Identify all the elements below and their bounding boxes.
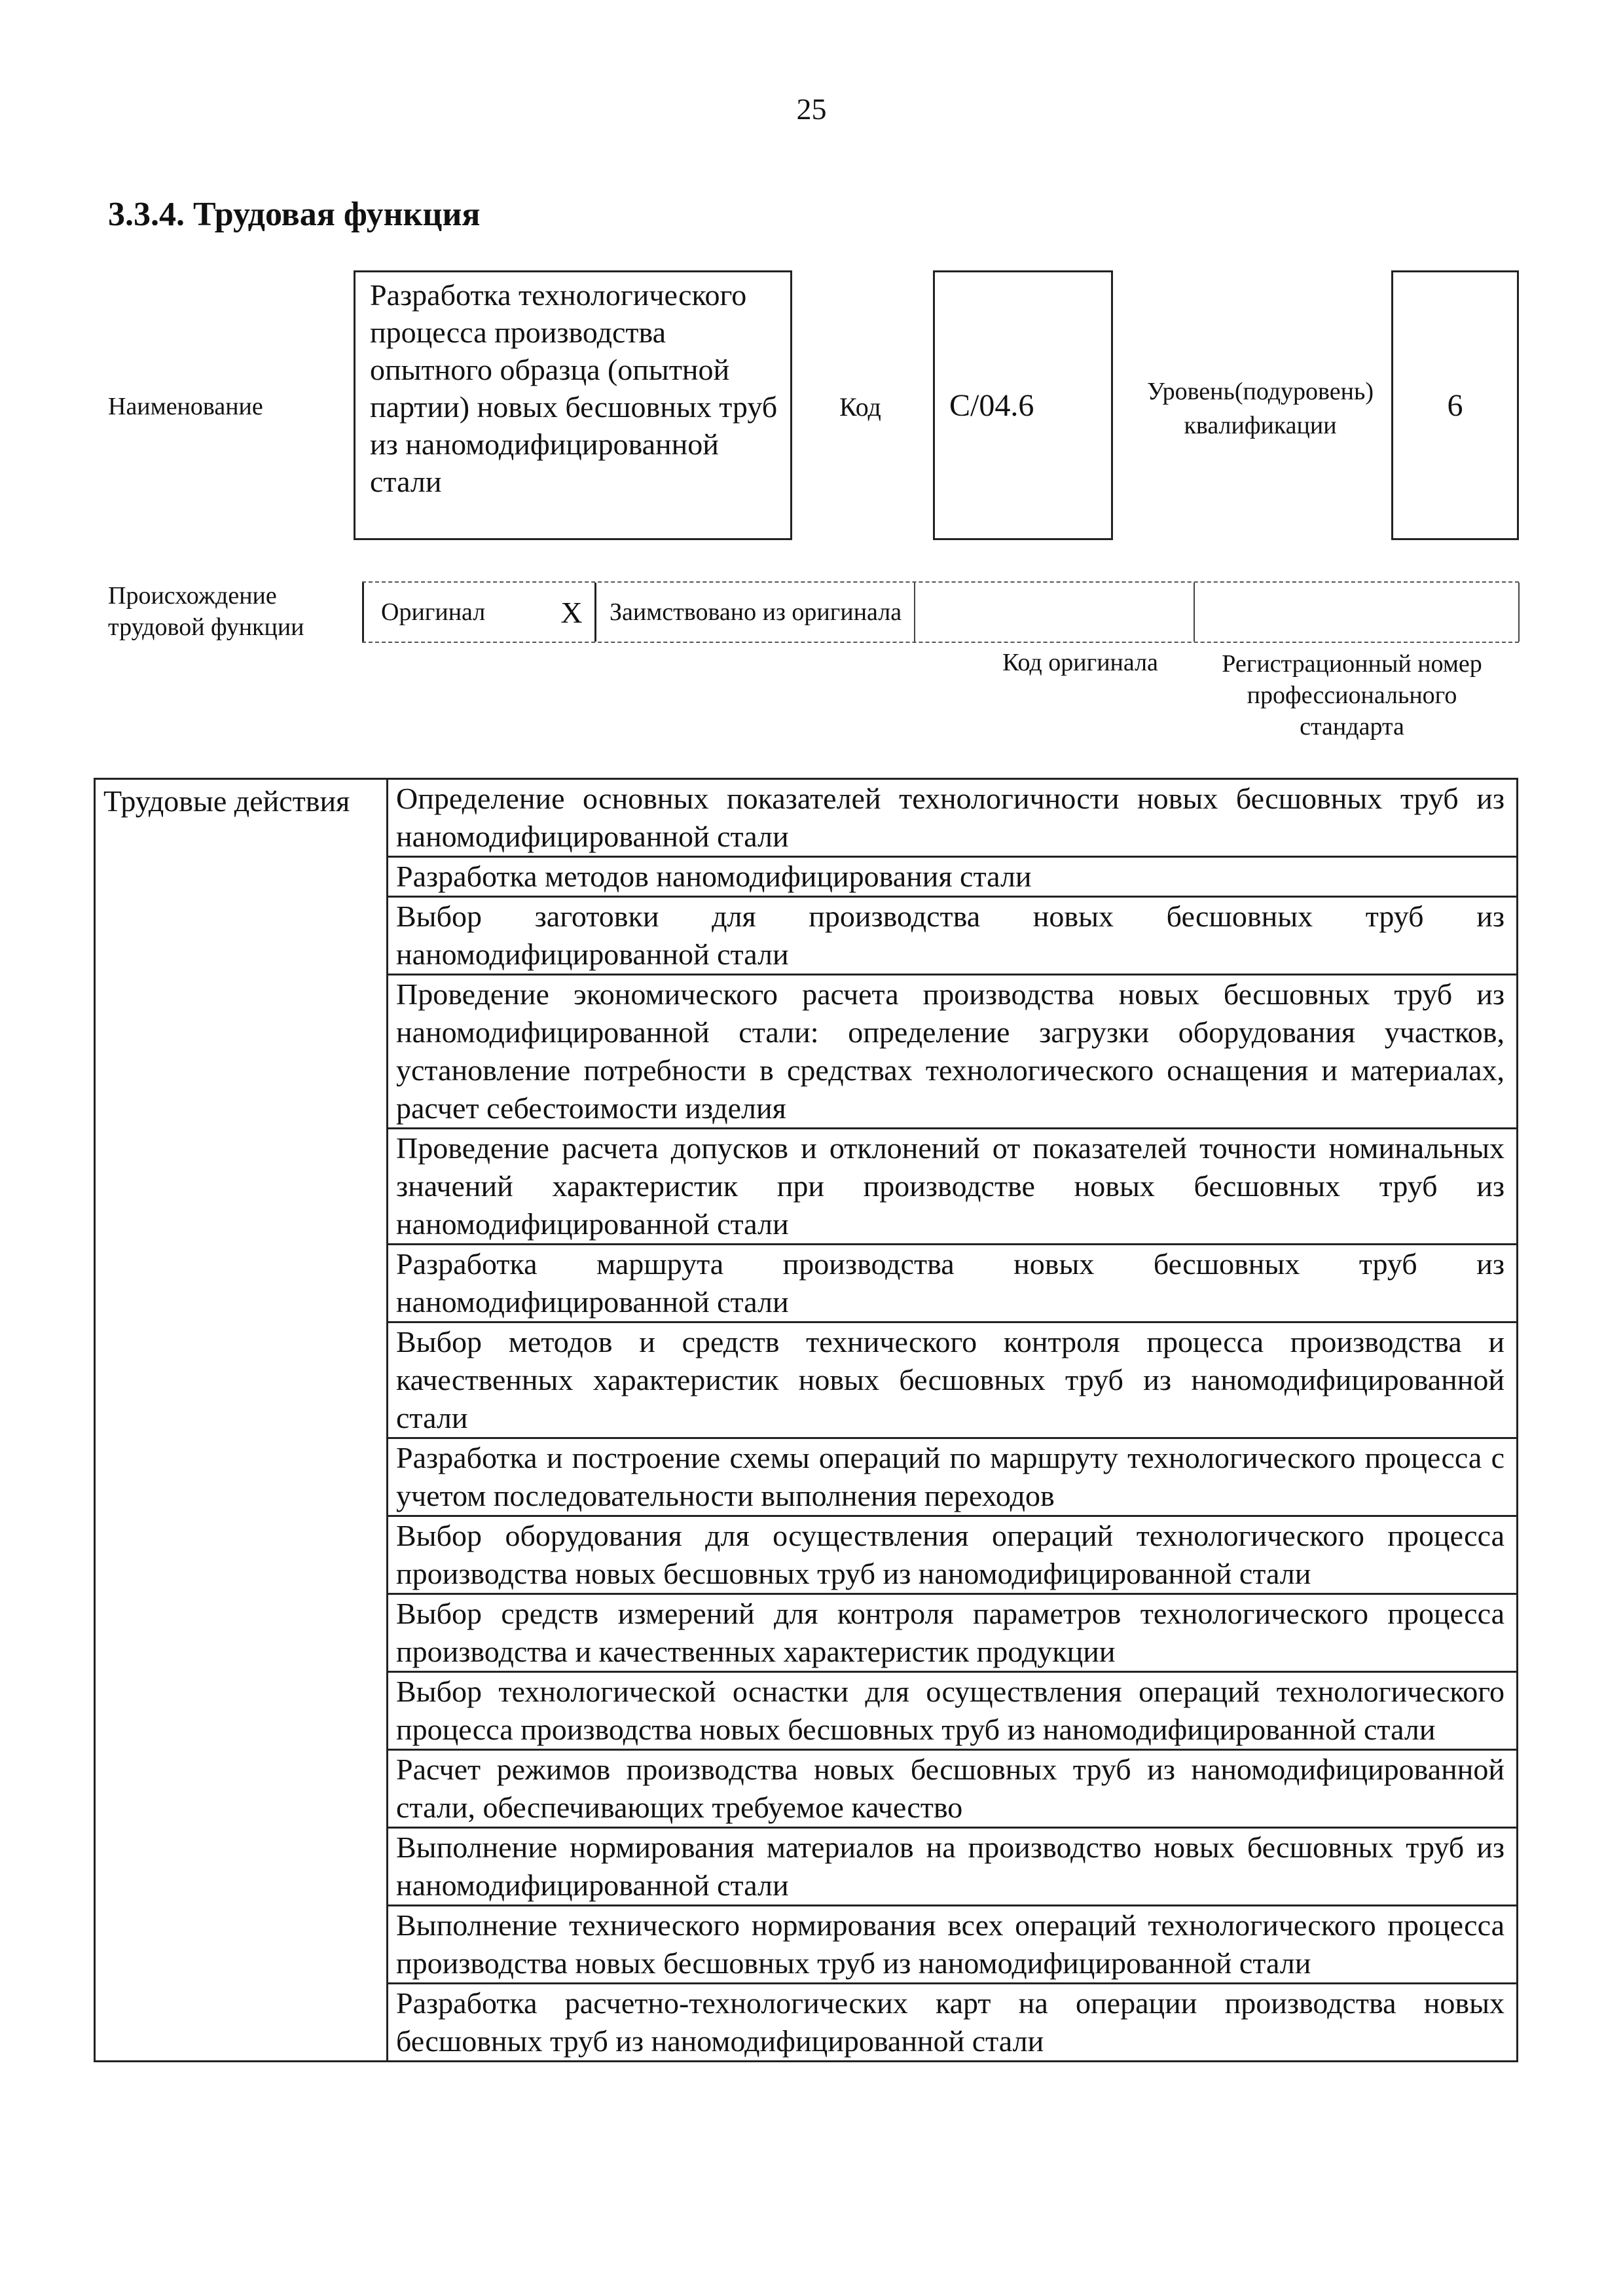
name-label: Наименование [108, 393, 263, 420]
labor-actions-table [94, 778, 1518, 2062]
origin-row [362, 581, 1519, 643]
function-name-box [354, 270, 792, 540]
action-item: Разработка методов наномодифицирования стали [388, 857, 1518, 897]
action-item: Определение основных показателей технологичности новых бесшовных труб из наномодифицированной стали [388, 779, 1518, 857]
action-item: Проведение расчета допусков и отклонений от показателей точности номинальных значений характеристик при производстве новых бесшовных труб из наномодифицированной стали [388, 1129, 1518, 1245]
level-box [1391, 270, 1519, 540]
action-item: Разработка расчетно-технологических карт на операции производства новых бесшовных труб из наномодифицированной стали [388, 1984, 1518, 2062]
origin-code-cell [1194, 583, 1195, 642]
action-item: Выполнение технического нормирования всех операций технологического процесса производства новых бесшовных труб из наномодифицированной стали [388, 1906, 1518, 1984]
section-title: 3.3.4. Трудовая функция [108, 196, 481, 233]
origin-reg-cell [1518, 583, 1520, 642]
origin-label: Происхождение трудовой функции [108, 582, 304, 641]
original-code-label: Код оригинала [1002, 649, 1158, 676]
action-item: Выполнение нормирования материалов на производство новых бесшовных труб из наномодифицированной стали [388, 1828, 1518, 1906]
action-item: Разработка маршрута производства новых бесшовных труб из наномодифицированной стали [388, 1245, 1518, 1322]
level-value: 6 [1447, 388, 1463, 423]
action-item: Выбор средств измерений для контроля параметров технологического процесса производства и качественных характеристик продукции [388, 1594, 1518, 1672]
origin-mark: X [560, 595, 583, 629]
origin-original-label: Оригинал [381, 598, 486, 626]
action-item: Проведение экономического расчета производства новых бесшовных труб из наномодифицированной стали: определение загрузки оборудования участков, установление потребности в средствах технологического оснащения и материалах, расчет себестоимости изделия [388, 975, 1518, 1129]
action-item: Разработка и построение схемы операций по маршруту технологического процесса с учетом последовательности выполнения переходов [388, 1438, 1518, 1516]
action-item: Выбор технологической оснастки для осуществления операций технологического процесса производства новых бесшовных труб из наномодифицированной стали [388, 1672, 1518, 1750]
code-label: Код [839, 392, 881, 422]
action-item: Выбор заготовки для производства новых бесшовных труб из наномодифицированной стали [388, 897, 1518, 975]
action-item: Выбор методов и средств технического контроля процесса производства и качественных характеристик новых бесшовных труб из наномодифицированной стали [388, 1322, 1518, 1438]
function-name: Разработка технологического процесса производства опытного образца (опытной партии) новых бесшовных труб из наномодифицированной стали [370, 278, 778, 498]
level-label: Уровень(подуровень) квалификации [1147, 378, 1374, 439]
page-number: 25 [796, 92, 827, 126]
origin-borrowed-label: Заимствовано из оригинала [610, 598, 902, 626]
actions-heading: Трудовые действия [95, 779, 388, 2062]
reg-number-label: Регистрационный номер профессионального стандарта [1222, 650, 1482, 740]
action-item: Выбор оборудования для осуществления операций технологического процесса производства новых бесшовных труб из наномодифицированной стали [388, 1516, 1518, 1594]
origin-original-cell [362, 583, 572, 642]
code-value: C/04.6 [949, 388, 1034, 423]
table-row [95, 779, 1518, 857]
origin-borrowed-cell [594, 583, 915, 642]
action-item: Расчет режимов производства новых бесшовных труб из наномодифицированной стали, обеспечивающих требуемое качество [388, 1750, 1518, 1828]
code-box [933, 270, 1113, 540]
